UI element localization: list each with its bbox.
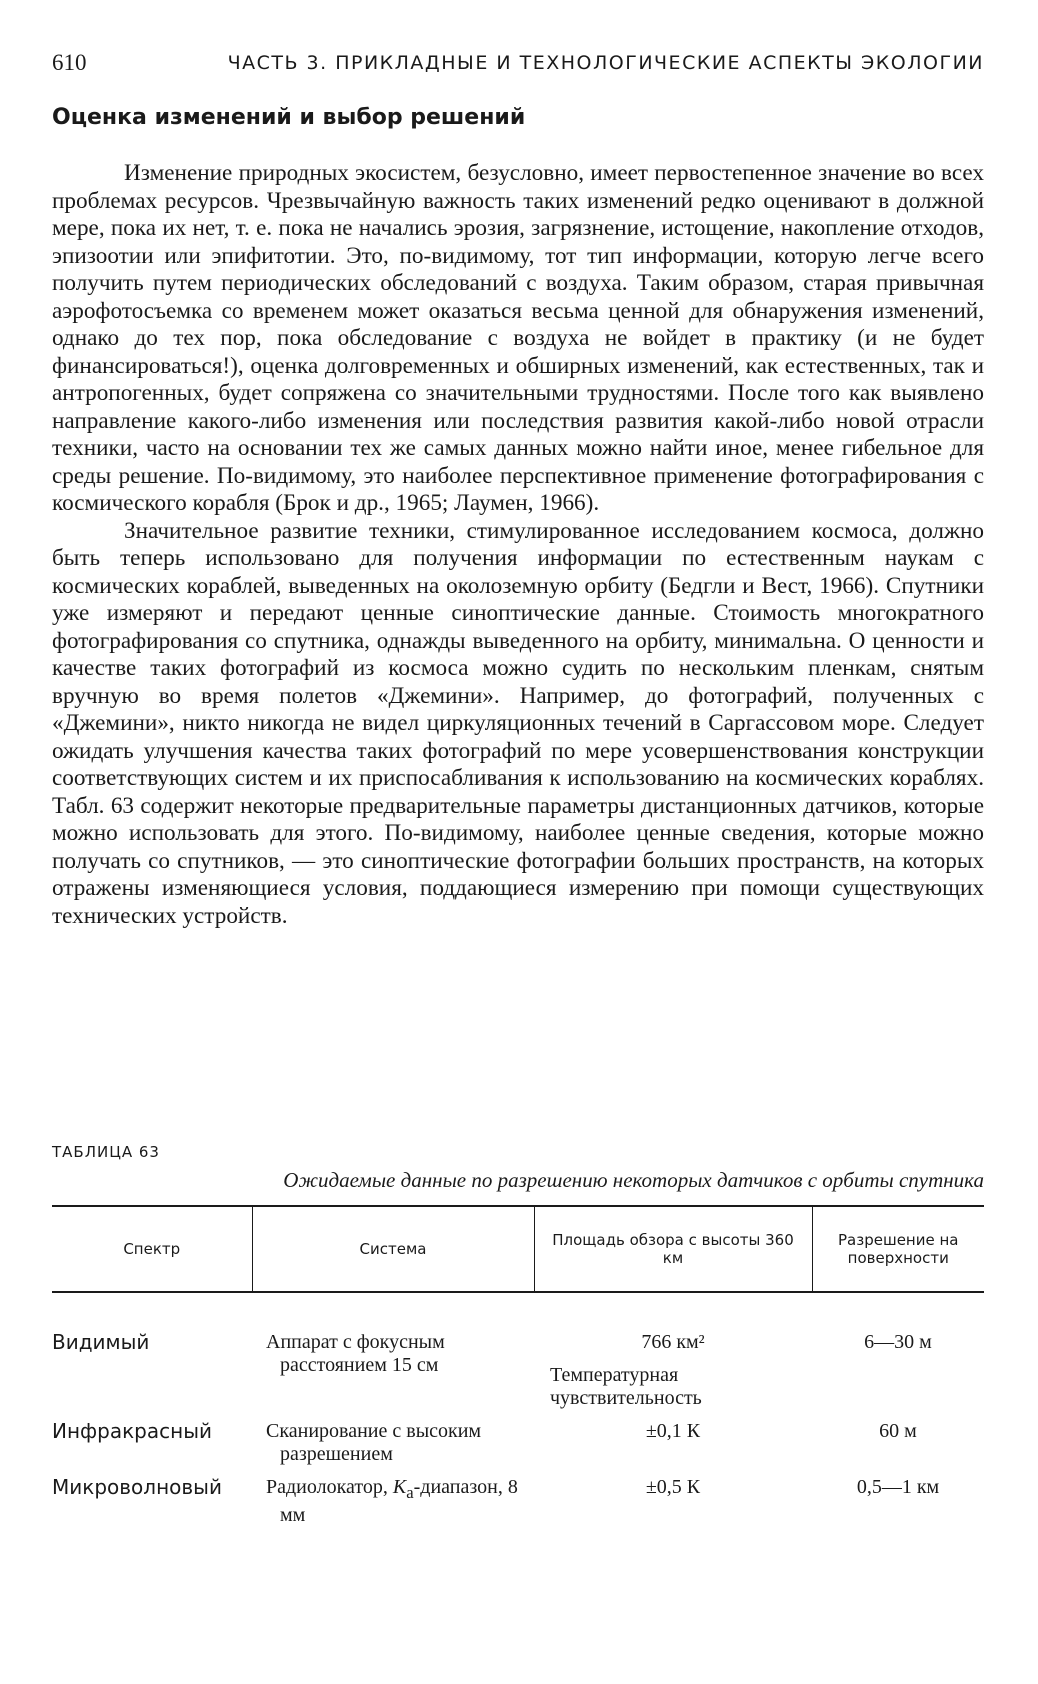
body-text: [52, 160, 984, 930]
system-text: Сканирование с высоким разрешением: [266, 1420, 482, 1465]
cell-resolution: 6—30 м: [864, 1331, 932, 1353]
area-note: Температурная чувствительность: [550, 1364, 702, 1409]
cell-area: ±0,5 К: [645, 1476, 701, 1498]
paragraph: Изменение природных экосистем, безусловно, имеет первостепенное значение во всех проблемах ресурсов. Чрезвычайную важность таких изменений редко оценивают в должной мере, пока их нет, т. е. пока не начались эрозия, загрязнение, истощение, накопление отходов, эпизоотии или эпифитотии. Это, по-видимому, тот тип информации, которую легче всего получить путем периодических обследований с воздуха. Таким образом, старая привычная аэрофотосъемка со временем может оказаться весьма ценной для обнаружения изменений, однако до тех пор, пока обследование с воздуха не войдет в практику (и не будет финансироваться!), оценка долговременных и обширных изменений, как естественных, так и антропогенных, будет сопряжена со значительными трудностями. После того как выявлено направление какого-либо изменения или последствия развития какой-либо новой отрасли техники, часто на основании тех же самых данных можно найти иное, менее гибельное для среды решение. По-видимому, это наиболее перспективное применение фотографирования с космического корабля (Брок и др., 1965; Лаумен, 1966).: [52, 160, 984, 516]
header-resolution: Разрешение на поверхности: [812, 1206, 984, 1292]
cell-spectrum: Инфракрасный: [52, 1419, 212, 1443]
band-symbol: K: [392, 1476, 407, 1498]
running-head: [52, 50, 984, 80]
system-suffix: -диапазон, 8 мм: [280, 1476, 518, 1526]
table-row: [52, 1466, 984, 1527]
sensor-resolution-table: [52, 1205, 984, 1527]
table-number: ТАБЛИЦА 63: [52, 1143, 160, 1161]
cell-system: [252, 1292, 534, 1410]
system-prefix: Радиолокатор,: [266, 1476, 393, 1498]
cell-system: [252, 1466, 534, 1527]
area-value: 766 км²: [641, 1331, 705, 1353]
system-text: [266, 1476, 534, 1527]
band-subscript: a: [406, 1483, 414, 1502]
header-area: Площадь обзора с высоты 360 км: [534, 1206, 812, 1292]
running-title: ЧАСТЬ 3. ПРИКЛАДНЫЕ И ТЕХНОЛОГИЧЕСКИЕ АСПЕКТЫ ЭКОЛОГИИ: [227, 52, 984, 74]
section-heading: Оценка изменений и выбор решений: [52, 105, 526, 130]
table-header-row: [52, 1206, 984, 1292]
cell-resolution: 0,5—1 км: [856, 1476, 940, 1498]
cell-area: ±0,1 К: [645, 1420, 701, 1442]
table-row: [52, 1410, 984, 1466]
system-text: Аппарат с фокусным расстоянием 15 см: [266, 1331, 445, 1376]
cell-spectrum: Видимый: [52, 1330, 150, 1354]
cell-resolution: 60 м: [879, 1420, 917, 1442]
page-number: 610: [52, 50, 87, 75]
header-spectrum: Спектр: [52, 1206, 252, 1292]
paragraph: Значительное развитие техники, стимулированное исследованием космоса, должно быть теперь использовано для получения информации по естественным наукам с космических кораблей, выведенных на околоземную орбиту (Бедгли и Вест, 1966). Спутники уже измеряют и передают ценные синоптические данные. Стоимость многократного фотографирования со спутника, однажды выведенного на орбиту, минимальна. О ценности и качестве таких фотографий из космоса можно судить по нескольким пленкам, снятым вручную во время полетов «Джемини». Например, до фотографий, полученных с «Джемини», никто никогда не видел циркуляционных течений в Саргассовом море. Следует ожидать улучшения качества таких фотографий по мере усовершенствования конструкции соответствующих систем и их приспосабливания к использованию на космических кораблях. Табл. 63 содержит некоторые предварительные параметры дистанционных датчиков, которые можно использовать для этого. По-видимому, наиболее ценные сведения, которые можно получать со спутников, — это синоптические фотографии больших пространств, на которых отражены изменяющиеся условия, поддающиеся измерению при помощи существующих технических устройств.: [52, 517, 984, 929]
header-system: Система: [252, 1206, 534, 1292]
table-caption: Ожидаемые данные по разрешению некоторых датчиков с орбиты спутника: [283, 1168, 984, 1192]
cell-system: [252, 1410, 534, 1466]
table-row: [52, 1292, 984, 1410]
cell-spectrum: Микроволновый: [52, 1475, 222, 1499]
cell-area: [534, 1292, 812, 1410]
